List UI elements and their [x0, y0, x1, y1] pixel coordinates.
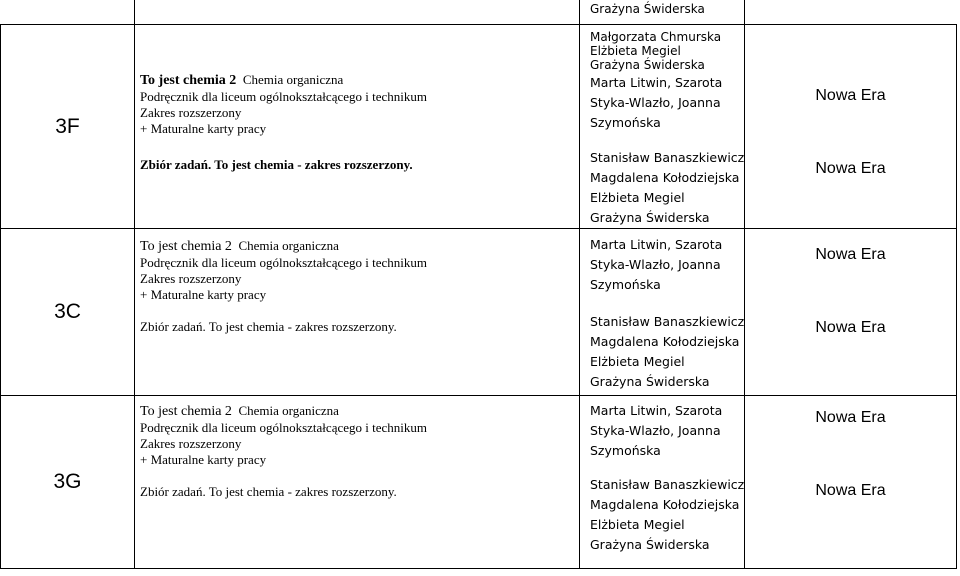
textbook-entry	[140, 72, 579, 137]
author-name: Marta Litwin, Szarota	[590, 403, 723, 418]
previous-row-fragment	[0, 0, 960, 24]
textbook-desc: Podręcznik dla liceum ogólnokształcącego i technikum	[140, 255, 427, 270]
author-name: Grażyna Świderska	[590, 537, 710, 552]
author-name: Elżbieta Megiel	[590, 517, 685, 532]
table-row	[1, 25, 957, 229]
author-name: Grażyna Świderska	[590, 58, 705, 72]
table-row	[1, 229, 957, 396]
author-name: Styka-Wlazło, Joanna	[590, 95, 721, 110]
publisher-textbook: Nowa Era	[815, 246, 886, 263]
textbook-subtitle: Chemia organiczna	[242, 72, 344, 87]
authors-textbook	[590, 401, 744, 461]
textbook-level: Zakres rozszerzony	[140, 105, 242, 120]
textbook-desc: Podręcznik dla liceum ogólnokształcącego i technikum	[140, 420, 427, 435]
publisher-cell	[745, 229, 957, 396]
author-name: Grażyna Świderska	[590, 210, 710, 225]
workbook-title: Zbiór zadań. To jest chemia - zakres rozszerzony.	[140, 319, 397, 334]
author-name: Magdalena Kołodziejska	[590, 170, 740, 185]
class-label: 3F	[1, 25, 135, 229]
publisher-cell	[745, 25, 957, 229]
books-cell	[135, 396, 580, 569]
author-name: Szymońska	[590, 115, 661, 130]
author-name: Stanisław Banaszkiewicz	[590, 150, 745, 165]
author-name: Szymońska	[590, 277, 661, 292]
books-cell	[135, 229, 580, 396]
textbook-desc: Podręcznik dla liceum ogólnokształcącego i technikum	[140, 89, 427, 104]
authors-textbook	[590, 73, 744, 133]
workbook-title: Zbiór zadań. To jest chemia - zakres rozszerzony.	[140, 484, 397, 499]
publisher-workbook: Nowa Era	[815, 160, 886, 177]
author-name: Szymońska	[590, 443, 661, 458]
textbook-extra: + Maturalne karty pracy	[140, 121, 267, 136]
author-name: Elżbieta Megiel	[590, 44, 681, 58]
author-name: Elżbieta Megiel	[590, 190, 685, 205]
authors-cell	[580, 396, 745, 569]
publisher-textbook: Nowa Era	[815, 409, 886, 426]
textbook-extra: + Maturalne karty pracy	[140, 452, 267, 467]
authors-cell	[580, 25, 745, 229]
prev-author-name: Grażyna Świderska	[590, 2, 705, 16]
author-name: Styka-Wlazło, Joanna	[590, 423, 721, 438]
publisher-workbook: Nowa Era	[815, 482, 886, 499]
textbook-table	[0, 24, 957, 569]
class-label: 3C	[1, 229, 135, 396]
books-cell	[135, 25, 580, 229]
author-name: Elżbieta Megiel	[590, 354, 685, 369]
prev-books-cell	[134, 0, 580, 24]
textbook-subtitle: Chemia organiczna	[238, 238, 339, 253]
publisher-textbook: Nowa Era	[815, 87, 886, 104]
publisher-workbook: Nowa Era	[815, 319, 886, 336]
workbook-title: Zbiór zadań. To jest chemia - zakres rozszerzony.	[140, 157, 413, 172]
author-name: Grażyna Świderska	[590, 374, 710, 389]
author-name: Styka-Wlazło, Joanna	[590, 257, 721, 272]
author-name: Marta Litwin, Szarota	[590, 237, 723, 252]
textbook-level: Zakres rozszerzony	[140, 271, 242, 286]
textbook-level: Zakres rozszerzony	[140, 436, 242, 451]
author-name: Stanisław Banaszkiewicz	[590, 314, 745, 329]
textbook-subtitle: Chemia organiczna	[238, 403, 339, 418]
author-name: Małgorzata Chmurska	[590, 30, 722, 44]
authors-top-small	[590, 30, 744, 72]
class-label: 3G	[1, 396, 135, 569]
author-name: Magdalena Kołodziejska	[590, 334, 740, 349]
author-name: Stanisław Banaszkiewicz	[590, 477, 745, 492]
authors-textbook	[590, 235, 744, 295]
author-name: Marta Litwin, Szarota	[590, 75, 723, 90]
table-row	[1, 396, 957, 569]
authors-cell	[580, 229, 745, 396]
publisher-cell	[745, 396, 957, 569]
authors-workbook	[590, 312, 744, 392]
textbook-entry	[140, 403, 579, 468]
authors-workbook	[590, 475, 744, 555]
prev-class-cell	[0, 0, 135, 24]
textbook-title: To jest chemia 2	[140, 73, 237, 88]
authors-workbook	[590, 148, 744, 228]
textbook-entry	[140, 238, 579, 303]
textbook-title: To jest chemia 2	[140, 239, 232, 254]
author-name: Magdalena Kołodziejska	[590, 497, 740, 512]
textbook-title: To jest chemia 2	[140, 404, 232, 419]
textbook-extra: + Maturalne karty pracy	[140, 287, 267, 302]
